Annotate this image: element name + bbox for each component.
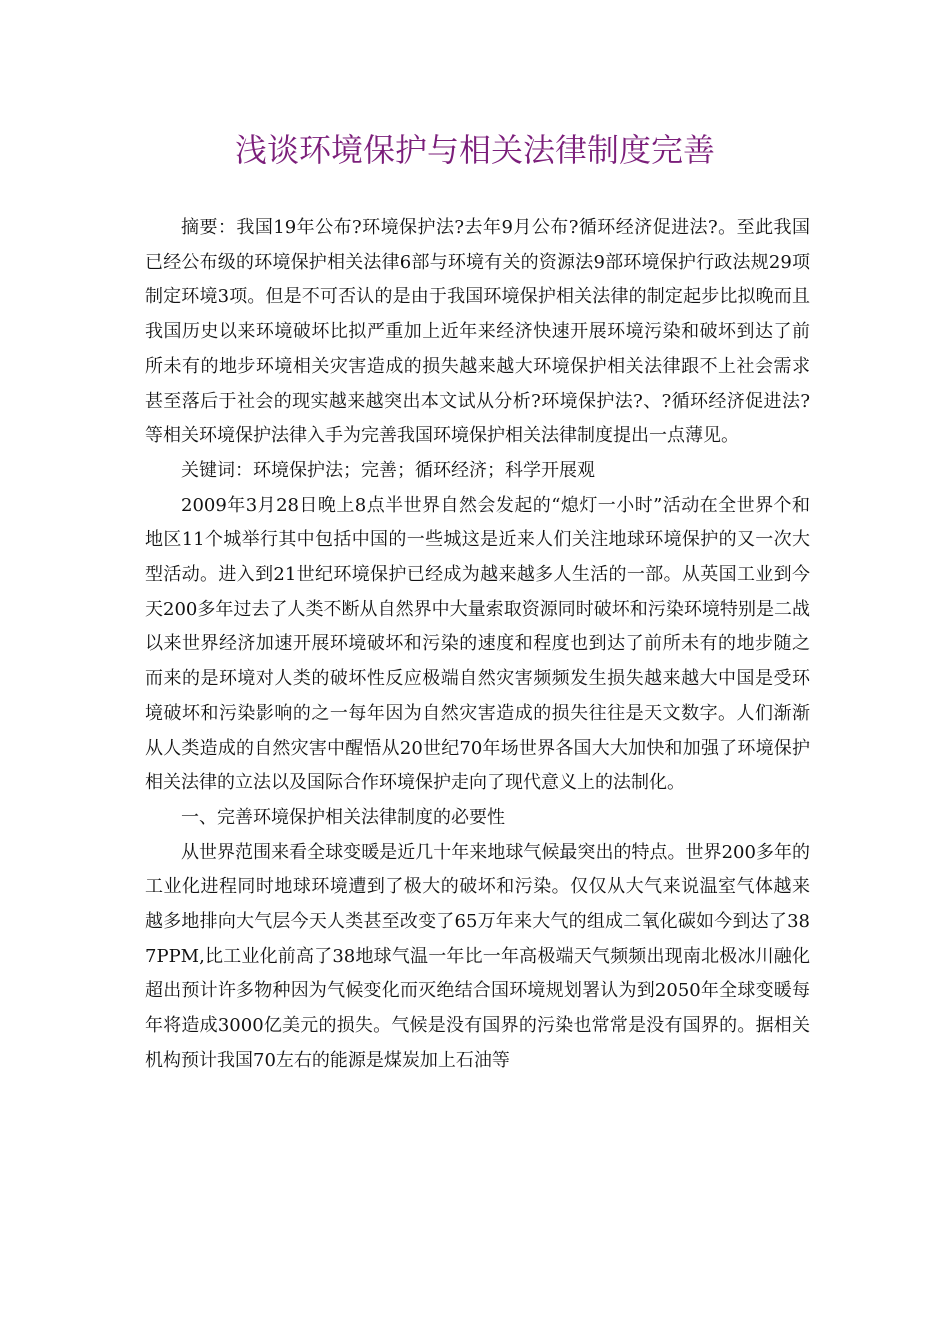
keywords-paragraph: 关键词：环境保护法；完善；循环经济；科学开展观 [181,459,595,481]
section-heading: 一、完善环境保护相关法律制度的必要性 [181,806,505,828]
document-title: 浅谈环境保护与相关法律制度完善 [234,131,715,169]
body-paragraph: 2009年3月28日晚上8点半世界自然会发起的“熄灯一小时”活动在全世界个和地区11个城举行其中包括中国的一些城这是近来人们关注地球环境保护的又一次大型活动。进入到21世纪环境保护已经成为越来越多人生活的一部。从英国工业到今天200多年过去了人类不断从自然界中大量索取资源同时破坏和污染环境特别是二战以来世界经济加速开展环境破坏和污染的速度和程度也到达了前所未有的地步随之而来的是环境对人类的破坏性反应极端自然灾害频频发生损失越来越大中国是受环境破坏和污染影响的之一每年因为自然灾害造成的损失往往是天文数字。人们渐渐从人类造成的自然灾害中醒悟从20世纪70年场世界各国大大加快和加强了环境保护相关法律的立法以及国际合作环境保护走向了现代意义上的法制化。 [145,494,810,794]
abstract-paragraph: 摘要：我国19年公布?环境保护法?去年9月公布?循环经济促进法?。至此我国已经公布级的环境保护相关法律6部与环境有关的资源法9部环境保护行政法规29项制定环境3项。但是不可否认的是由于我国环境保护相关法律的制定起步比拟晚而且我国历史以来环境破坏比拟严重加上近年来经济快速开展环境污染和破坏到达了前所未有的地步环境相关灾害造成的损失越来越大环境保护相关法律跟不上社会需求甚至落后于社会的现实越来越突出本文试从分析?环境保护法?、?循环经济促进法?等相关环境保护法律入手为完善我国环境保护相关法律制度提出一点薄见。 [145,217,810,447]
document-body [145,211,810,1079]
body-paragraph: 从世界范围来看全球变暖是近几十年来地球气候最突出的特点。世界200多年的工业化进程同时地球环境遭到了极大的破坏和污染。仅仅从大气来说温室气体越来越多地排向大气层今天人类甚至改变了65万年来大气的组成二氧化碳如今到达了387PPM,比工业化前高了38地球气温一年比一年高极端天气频频出现南北极冰川融化超出预计许多物种因为气候变化而灭绝结合国环境规划署认为到2050年全球变暖每年将造成3000亿美元的损失。气候是没有国界的污染也常常是没有国界的。据相关机构预计我国70左右的能源是煤炭加上石油等 [145,841,810,1071]
